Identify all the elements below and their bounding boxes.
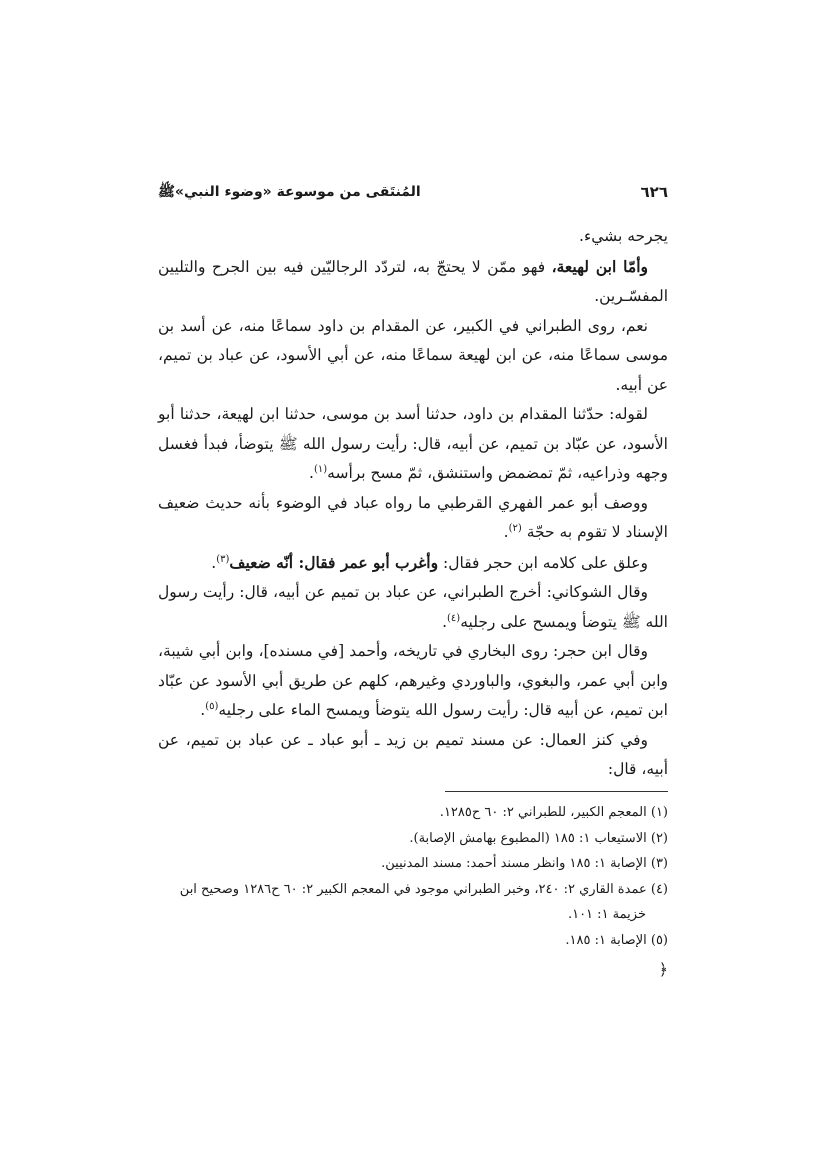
footnote-ref-4[interactable]: (٤) <box>447 612 461 624</box>
footnote-ref-1[interactable]: (١) <box>313 463 328 475</box>
footnote-4-continuation: خزيمة ١: ١٠١. <box>567 907 646 922</box>
footnotes <box>158 800 668 953</box>
footnote-5: (٥) الإصابة ١: ١٨٥. <box>565 932 668 948</box>
paragraph-4: لقوله: حدّثنا المقدام بن داود، حدثنا أسد بن موسى، حدثنا ابن لهيعة، حدثنا أبو الأسود، عن عبّاد بن تميم، عن أبيه، قال: رأيت رسول الله ﷺ يتوضأ، فبدأ فغسل وجهه وذراعيه، ثمّ تمضمض واستنشق، ثمّ مسح برأسه$^{(١)}$. <box>158 405 668 482</box>
paragraph-3: نعم، روى الطبراني في الكبير، عن المقدام بن داود سماعًا منه، عن أسد بن موسى سماعًا منه، عن ابن لهيعة سماعًا منه، عن أبي الأسود، عن عباد بن تميم، عن أبيه. <box>158 316 668 394</box>
footnote-3: (٣) الإصابة ١: ١٨٥ وانظر مسند أحمد: مسند المدنيين. <box>381 856 668 871</box>
footnote-2: (٢) الاستيعاب ١: ١٨٥ (المطبوع بهامش الإصابة). <box>409 830 668 846</box>
paragraph-5: ووصف أبو عمر الفهري القرطبي ما رواه عباد في الوضوء بأنه حديث ضعيف الإسناد لا تقوم به حجّة $^{(٢)}$. <box>158 493 668 541</box>
footnote-ref-5[interactable]: (٥) <box>205 700 219 712</box>
footnote-divider <box>445 791 668 792</box>
footnote-ref-2[interactable]: (٢) <box>508 522 522 534</box>
footnote-ref-3[interactable]: (٣) <box>216 553 230 565</box>
footnote-4: (٤) عمدة القاري ٢: ٢٤٠، وخبر الطبراني موجود في المعجم الكبير ٢: ٦٠ ح١٢٨٦ وصحيح ابن <box>179 881 668 897</box>
paragraph-2: وأمّا ابن لهيعة، فهو ممّن لا يحتجّ به، لتردّد الرجاليّين فيه بين الجرح والتليين المفسّـرين. <box>158 256 668 305</box>
paragraph-6: وعلق على كلامه ابن حجر فقال: وأغرب أبو عمر فقال: أنّه ضعيف$^{(٣)}$. <box>211 552 648 572</box>
paragraph-9: وفي كنز العمال: عن مسند تميم بن زيد ـ أبو عباد ـ عن عباد بن تميم، عن أبيه، قال: <box>158 730 668 778</box>
footnote-1: (١) المعجم الكبير، للطبراني ٢: ٦٠ ح١٢٨٥. <box>439 805 668 820</box>
running-title: المُنتَقى من موسوعة «وضوء النبي»ﷺ <box>158 184 421 200</box>
page-header <box>158 183 668 209</box>
paragraph-1: يجرحه بشيء. <box>579 227 668 245</box>
page-number: ٦٢٦ <box>640 183 668 201</box>
body-text <box>158 222 668 785</box>
paragraph-8: وقال ابن حجر: روى البخاري في تاريخه، وأحمد [في مسنده]، وابن أبي شيبة، وابن أبي عمر، والبغوي، والباوردي وغيرهم، كلهم عن طريق أبي الأسود عن عبّاد ابن تميم، عن أبيه قال: رأيت رسول الله يتوضأ ويمسح الماء على رجليه$^{(٥)}$. <box>158 642 668 719</box>
paragraph-7: وقال الشوكاني: أخرج الطبراني، عن عباد بن تميم عن أبيه، قال: رأيت رسول الله ﷺ يتوضأ ويمسح على رجليه$^{(٤)}$. <box>158 583 668 631</box>
end-ornament-icon: ﴿ <box>658 960 668 979</box>
